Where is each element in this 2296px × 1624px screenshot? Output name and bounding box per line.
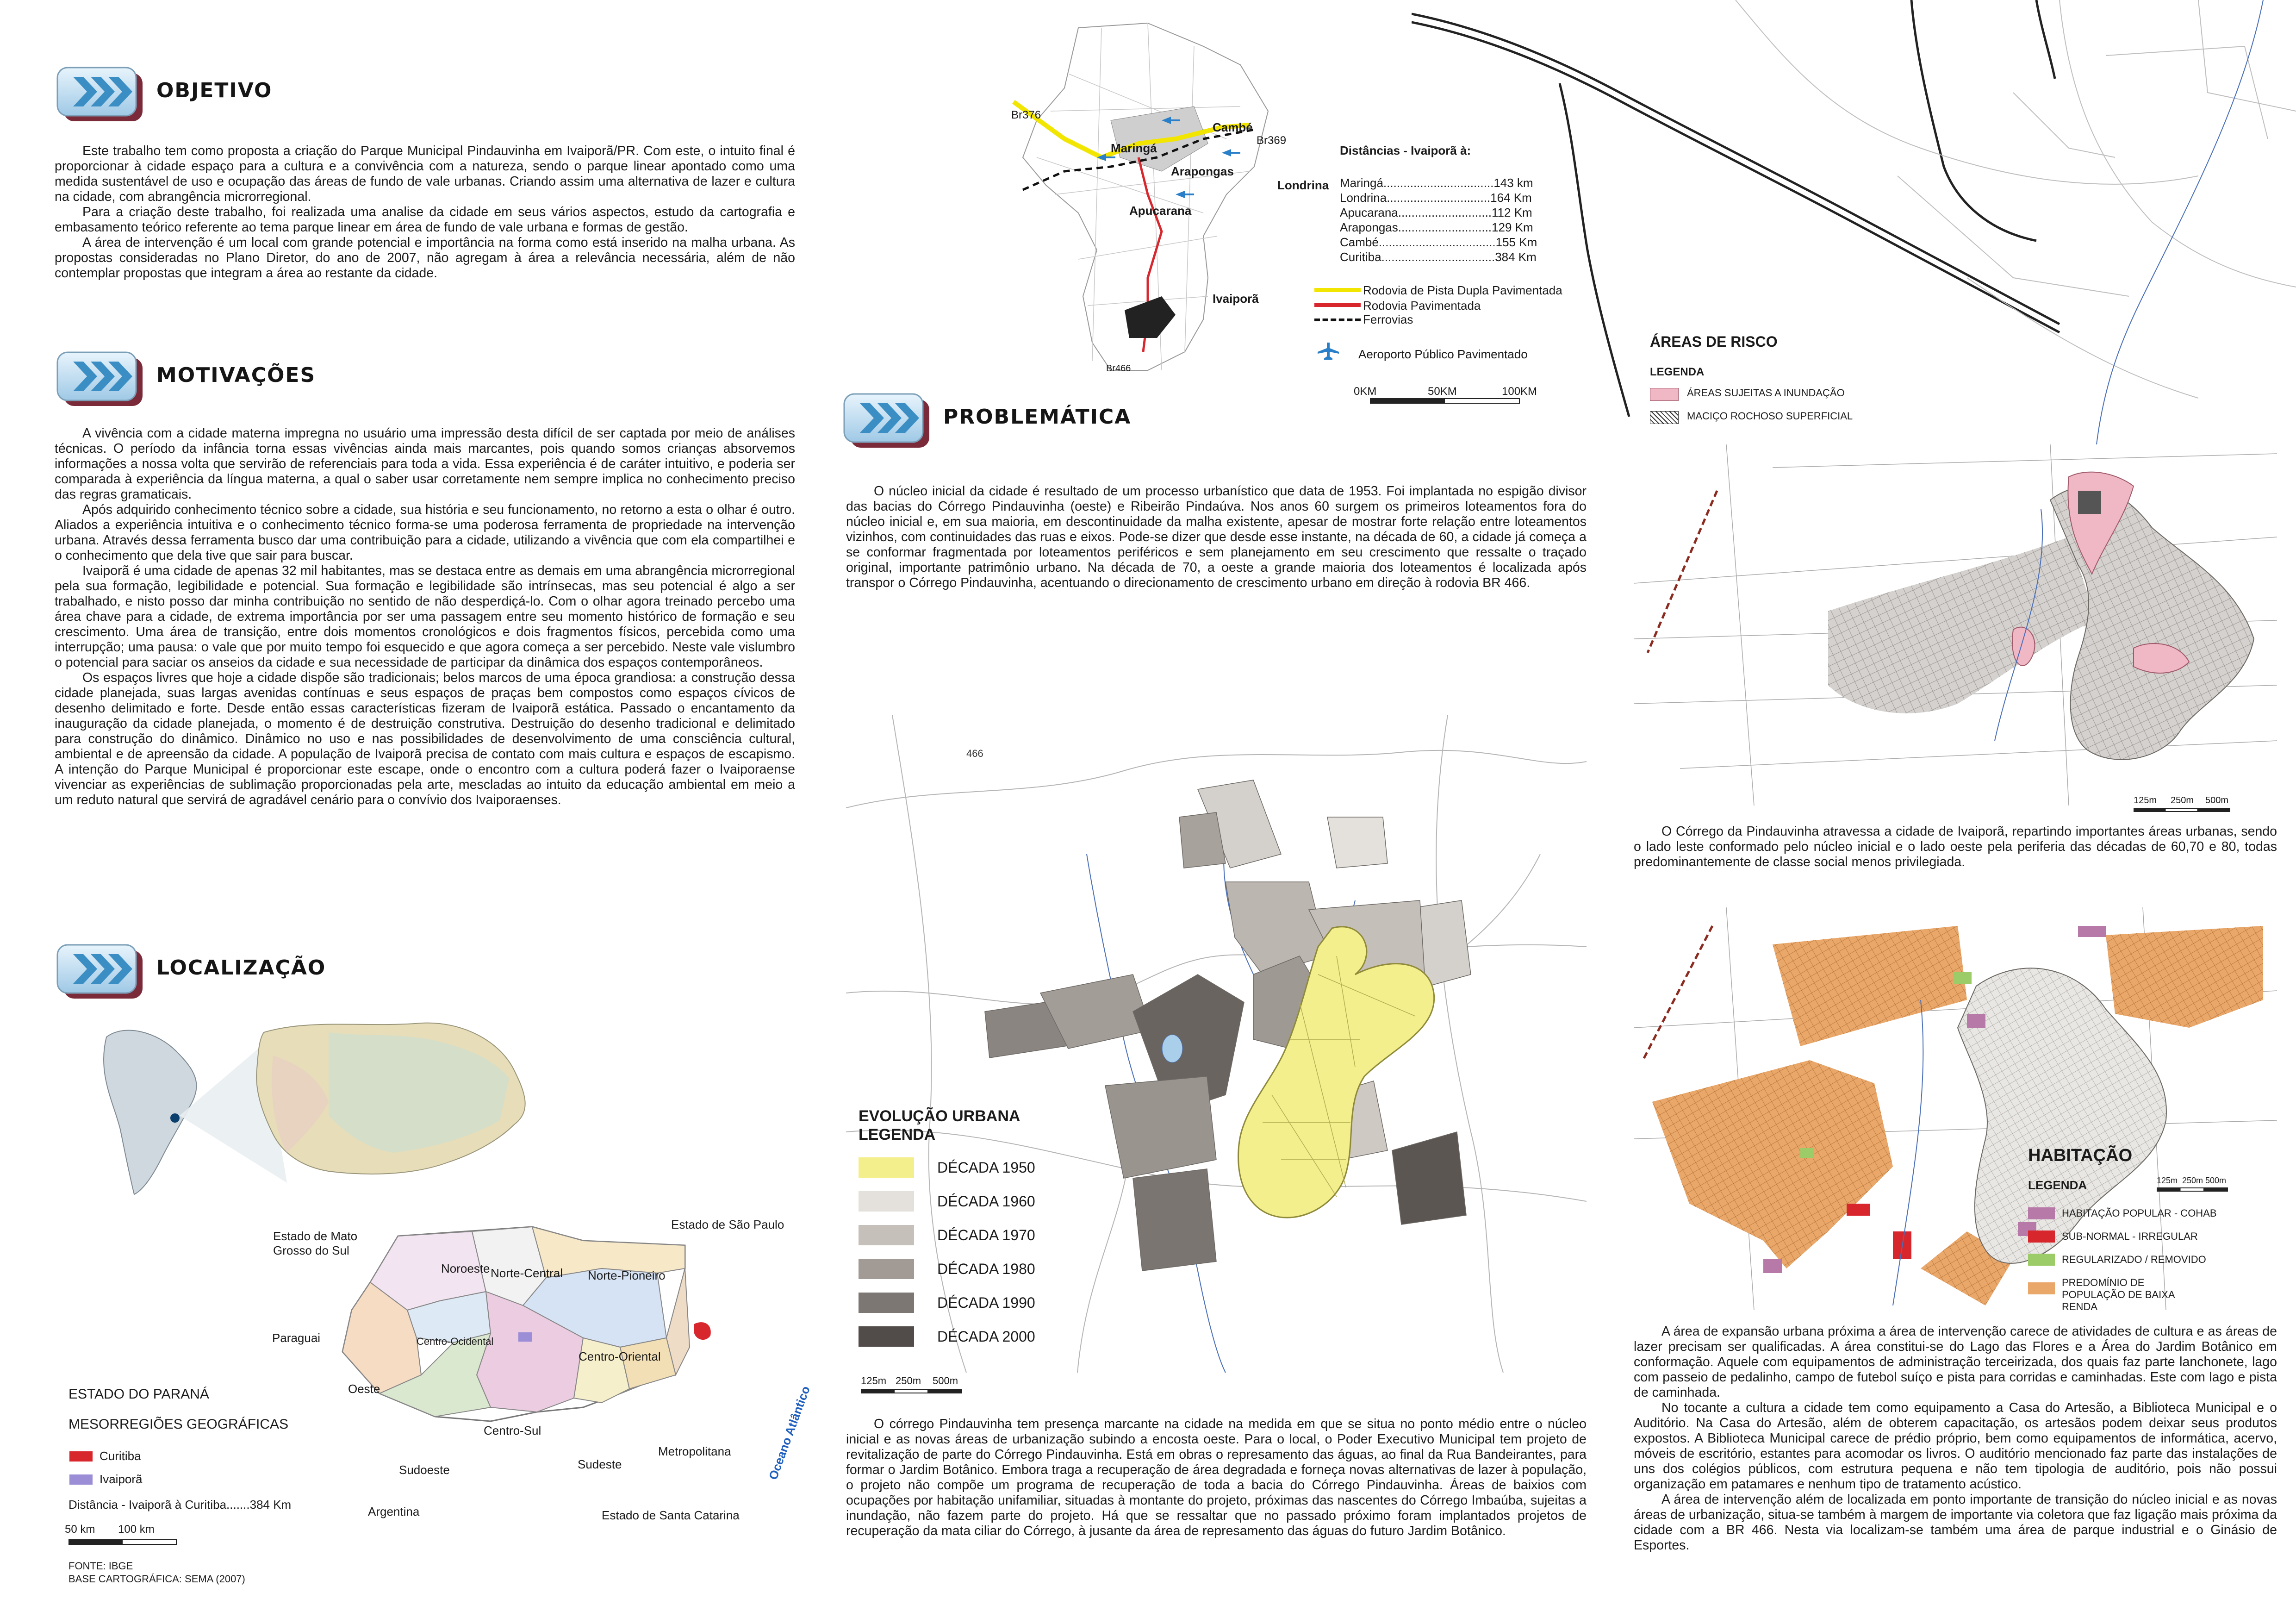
region-sudoeste: Sudoeste: [399, 1463, 450, 1477]
motivacoes-text: [55, 426, 795, 808]
city-maringa: Maringá: [1111, 141, 1157, 155]
problematica-p1: O núcleo inicial da cidade é resultado de um processo urbanístico que data de 1953. Foi implantada no espigão divisor das bacias do Córrego Pindauvinha (oeste) e Ribeirão Pindaúva. Nos anos 60 surgem os primeiros loteamentos fora do núcleo inicial e, em sua maioria, em descontinuidade da malha existente, apesar de mostrar forte relação entre loteamentos vizinhos, com continuidades das ruas e eixos. Pode-se dizer que desde esse instante, na década de 60, a cidade já começa a se conformar fragmentada por loteamentos periféricos e sem planejamento em seu crescimento que ressalte o traçado original, importante patrimônio urbano. Na década de 70, a oeste a grande maioria dos loteamentos é localizada após transpor o Córrego Pindauvinha, acentuando o direcionamento de crescimento urbano em direção à rodovia BR 466.: [846, 484, 1587, 590]
risco-text: [1634, 824, 2277, 870]
habitacao-swatch-cohab: [2028, 1207, 2055, 1219]
evolucao-legenda: LEGENDA: [859, 1126, 936, 1143]
legend-pavimentada-line: [1314, 303, 1361, 307]
risco-scale-125: 125m: [2134, 795, 2157, 806]
distance-arapongas: Arapongas............................129 Km: [1340, 220, 1533, 234]
distance-value: .......384 Km: [226, 1498, 292, 1512]
road-br376: Br376: [1011, 109, 1041, 121]
region-norte-central: Norte-Central: [491, 1266, 563, 1280]
evolucao-scale-250: 250m: [896, 1375, 921, 1387]
risco-legend-title: LEGENDA: [1650, 366, 1705, 378]
swatch-1950: [859, 1157, 914, 1178]
city-ivaipora: Ivaiporã: [1213, 292, 1259, 306]
fonte-label: FONTE: IBGE: [68, 1560, 133, 1572]
estado-parana-label: ESTADO DO PARANÁ: [68, 1387, 209, 1402]
label-sao-paulo: Estado de São Paulo: [671, 1218, 784, 1231]
risco-scale-500: 500m: [2205, 795, 2229, 806]
habitacao-title: HABITAÇÃO: [2028, 1146, 2133, 1165]
legend-dupla-label: Rodovia de Pista Dupla Pavimentada: [1363, 283, 1562, 297]
motivacoes-p2: Após adquirido conhecimento técnico sobre a cidade, sua história e seu funcionamento, no retorno a esta o olhar é outro. Aliados a experiência intuitiva e o conhecimento técnico forma-se uma poderosa ferramenta de propriedade na intervenção urbana. Através dessa ferramenta busco dar uma contribuição para a cidade, utilizando a vivência que com ela compartilhei e o conhecimento que dela tive que sair para buscar.: [55, 502, 795, 563]
distance-label: [68, 1498, 291, 1512]
scale-bar: [68, 1539, 177, 1545]
legend-ferrovia-label: Ferrovias: [1363, 312, 1413, 326]
label-2000: DÉCADA 2000: [937, 1328, 1035, 1345]
legend-dupla-line: [1314, 288, 1361, 292]
city-londrina: Londrina: [1277, 178, 1329, 192]
problematica-header: [841, 391, 1212, 451]
habitacao-label-subnormal: SUB-NORMAL - IRREGULAR: [2062, 1230, 2198, 1242]
chevron-badge-icon: [841, 391, 934, 451]
habitacao-text: [1634, 1324, 2277, 1553]
region-centro-sul: Centro-Sul: [484, 1424, 541, 1437]
evolucao-scale-125: 125m: [861, 1375, 887, 1387]
habitacao-scale-500: 500m: [2205, 1176, 2227, 1185]
objetivo-header: [55, 65, 332, 125]
regional-scale-100: 100KM: [1502, 385, 1537, 398]
problematica-p2: O córrego Pindauvinha tem presença marcante na cidade na medida em que se situa no ponto médio entre o núcleo inicial e as novas áreas de urbanização subindo a encosta oeste. Para o local, o Poder Executivo Municipal tem projeto de revitalização de parte do Córrego Pindauvinha. Está em obras o represamento das águas, ao final da Rua Bandeirantes, para formar o Jardim Botânico. Embora traga a recuperação de área degradada e forneça novas alternativas de lazer à população, o projeto não compõe um programa de recuperação de toda a bacia do Córrego Pindauvinha. Áreas de baixios com ocupações por habitação unifamiliar, situadas à montante do projeto, próximas das nascentes do Córrego Imbaúba, sujeitas a inundação, não fazem parte do projeto. Há que se ressaltar que no passado próximo foram implantados projetos de recuperação da mata ciliar do Córrego, à jusante da área de represamento das águas do futuro Jardim Botânico.: [846, 1417, 1587, 1538]
risco-title: ÁREAS DE RISCO: [1650, 333, 1778, 350]
habitacao-p2: No tocante a cultura a cidade tem como equipamento a Casa do Artesão, a Biblioteca Municipal e o Auditório. Na Casa do Artesão, além de obterem capacitação, os artesãos podem deixar seus produtos expostos. A Biblioteca Municipal carece de prédio próprio, bem como equipamentos de informática, acervo, móveis de escritório, estantes para acomodar os livros. O auditório mencionado faz parte das instalações de uns dos colégios públicos, com estrutura pequena e não tem tipologia de auditório, pois não possui organização em patamares e nenhum tipo de tratamento acústico.: [1634, 1400, 2277, 1492]
distance-text: Distância - Ivaiporã à Curitiba: [68, 1498, 227, 1512]
label-1950: DÉCADA 1950: [937, 1159, 1035, 1176]
road-br369: Br369: [1257, 134, 1287, 147]
habitacao-scale-250: 250m: [2182, 1176, 2203, 1185]
label-santa-catarina: Estado de Santa Catarina: [602, 1508, 740, 1522]
legend-ferrovia-line: [1314, 319, 1361, 321]
habitacao-p3: A área de intervenção além de localizada em ponto importante de transição do núcleo inicial e as novas áreas de urbanização, situa-se também à margem de importante via coletora que faz ligação mais próxima da cidade com a BR 466. Nesta via localizam-se também uma área de parque industrial e o Ginásio de Esportes.: [1634, 1492, 2277, 1553]
regional-scale-0: 0KM: [1354, 385, 1377, 398]
legend-aeroporto-label: Aeroporto Público Pavimentado: [1358, 347, 1528, 361]
airplane-icon: [1317, 343, 1340, 361]
problematica-title: PROBLEMÁTICA: [943, 405, 1132, 429]
evolucao-scale-bar: [861, 1389, 962, 1393]
label-1990: DÉCADA 1990: [937, 1294, 1035, 1311]
region-metropolitana: Metropolitana: [658, 1444, 731, 1458]
distance-maringa: Maringá.................................143 km: [1340, 176, 1533, 190]
risco-scale-250: 250m: [2171, 795, 2194, 806]
habitacao-scale-125: 125m: [2157, 1176, 2178, 1185]
road-br466: Br466: [1106, 363, 1131, 374]
svg-text:466: 466: [966, 748, 983, 759]
chevron-badge-icon: [55, 350, 147, 410]
distances-title: Distâncias - Ivaiporã à:: [1340, 144, 1471, 157]
habitacao-swatch-regularizado: [2028, 1254, 2055, 1266]
risco-label-macico: MACIÇO ROCHOSO SUPERFICIAL: [1687, 410, 1853, 422]
base-label: BASE CARTOGRÁFICA: SEMA (2007): [68, 1573, 245, 1585]
risco-paragraph: O Córrego da Pindauvinha atravessa a cidade de Ivaiporã, repartindo importantes áreas urbanas, sendo o lado leste conformado pelo núcleo inicial e o lado oeste pela periferia das décadas de 60,70 e 80, todas predominantemente de classe social menos privilegiada.: [1634, 824, 2277, 869]
city-cambe: Cambé: [1213, 120, 1253, 134]
evolucao-scale-500: 500m: [933, 1375, 958, 1387]
distance-apucarana: Apucarana............................112 Km: [1340, 206, 1532, 219]
risco-scale-bar: [2134, 808, 2230, 812]
chevron-badge-icon: [55, 942, 147, 1002]
chevron-badge-icon: [55, 65, 147, 125]
region-centro-ocidental: Centro-Ocidental: [417, 1336, 494, 1347]
city-arapongas: Arapongas: [1171, 164, 1234, 178]
risco-swatch-macico: [1650, 411, 1679, 424]
habitacao-map: [1634, 907, 2277, 1310]
swatch-1960: [859, 1191, 914, 1212]
motivacoes-header: [55, 350, 379, 410]
region-centro-oriental: Centro-Oriental: [579, 1349, 661, 1363]
road-overview-map: [1412, 0, 2296, 444]
scale-100: 100 km: [118, 1523, 155, 1536]
distance-londrina: Londrina...............................164 Km: [1340, 191, 1532, 205]
habitacao-swatch-baixa-renda: [2028, 1282, 2055, 1294]
legend-ivaipora-swatch: [69, 1474, 93, 1485]
swatch-1990: [859, 1293, 914, 1313]
areas-risco-map: [1634, 444, 2277, 806]
habitacao-p1: A área de expansão urbana próxima a área de intervenção carece de atividades de cultura e as áreas de lazer precisam ser qualificadas. A área constitui-se do Lago das Flores e a Área do Jardim Botânico em conformação. Aquele com equipamentos de administração terceirizada, dos quais faz parte lanchonete, lago com passeio de pedalinho, campo de futebol suíço e pista para corridas e caminhadas. Este com lago e pista de caminhada.: [1634, 1324, 2277, 1400]
legend-curitiba-swatch: [69, 1451, 93, 1462]
objetivo-title: OBJETIVO: [156, 79, 273, 102]
region-oeste: Oeste: [348, 1382, 380, 1396]
risco-swatch-inundacao: [1650, 388, 1679, 401]
regional-map: [1009, 19, 1296, 380]
swatch-1980: [859, 1259, 914, 1279]
parana-mesoregions-map: [324, 1199, 819, 1523]
legend-pavimentada-label: Rodovia Pavimentada: [1363, 299, 1481, 312]
label-1980: DÉCADA 1980: [937, 1261, 1035, 1277]
label-paraguai: Paraguai: [272, 1331, 321, 1345]
habitacao-legend-title: LEGENDA: [2028, 1178, 2087, 1192]
swatch-1970: [859, 1225, 914, 1245]
objetivo-text: [55, 144, 795, 281]
swatch-2000: [859, 1326, 914, 1347]
distance-cambe: Cambé...................................155 Km: [1340, 235, 1537, 249]
habitacao-label-regularizado: REGULARIZADO / REMOVIDO: [2062, 1254, 2206, 1265]
habitacao-scale-bar: [2157, 1187, 2228, 1192]
label-argentina: Argentina: [368, 1505, 420, 1518]
legend-curitiba-label: Curitiba: [100, 1449, 141, 1463]
objetivo-p1: Este trabalho tem como proposta a criação do Parque Municipal Pindauvinha em Ivaiporã/PR. Com este, o intuito final é proporcionar à cidade espaço para a cultura e a convivência com a natureza, sendo o parque linear apontado como uma medida sustentável de uso e ocupação das áreas de fundo de vale urbanas. Criando assim uma alternativa de lazer e cultura na cidade, com abrangência microrregional.: [55, 144, 795, 204]
motivacoes-p3: Ivaiporã é uma cidade de apenas 32 mil habitantes, mas se destaca entre as demais em uma abrangência microrregional pela sua formação, legibilidade e potencial. Sua formação e legibilidade são intrínsecas, mas seu potencial é algo a ser trabalhado, e nisto posso dar minha contribuição no sentido de não desperdiçá-lo. Com o olhar agora treinado percebo uma área chave para a cidade, de extrema importância por ser uma passagem entre seu momento histórico de formação e seu crescimento. Uma área de transição, entre dois momentos cronológicos e dois fragmentos físicos, percebida como uma interrupção; uma pausa: o vale que por muito tempo foi esquecido e que agora começa a ser percebido. Neste vale vislumbro o potencial para saciar os anseios da cidade e sua necessidade de participar da dinâmica dos espaços contemporâneos.: [55, 563, 795, 670]
city-apucarana: Apucarana: [1129, 204, 1192, 218]
motivacoes-p4: Os espaços livres que hoje a cidade dispõe são tradicionais; belos marcos de uma época grandiosa: a construção dessa cidade planejada, suas largas avenidas contínuas e seus espaços de praças bem compostos como espaços cívicos de desenho delimitado e forte. Desde então essas características fizeram de Ivaiporã estática. Passado o encantamento da inauguração da cidade planejada, o momento é de destruição construtiva. Destruição do desenho tradicional e delimitado para construção do dinâmico. Dinâmico no uso e nas possibilidades de desenvolvimento de uma consciência cultural, ambiental e de apreensão da cidade. A população de Ivaiporã precisa de contato com mais cultura e espaços de escapismo. A intenção do Parque Municipal é proporcionar este escape, onde o encontro com a cultura poderá fazer o Ivaiporaense vivenciar as experiências de sublimação proporcionadas pela arte, mescladas ao intuito da educação ambiental em meio a um reduto natural que servirá de agradável cenário para o convívio dos Ivaiporaenses.: [55, 670, 795, 807]
distance-curitiba: Curitiba..................................384 Km: [1340, 250, 1537, 264]
regional-scale-50: 50KM: [1428, 385, 1457, 398]
risco-label-inundacao: ÁREAS SUJEITAS A INUNDAÇÃO: [1687, 387, 1845, 399]
problematica-text-1: [846, 484, 1587, 591]
mesorregioes-label: MESORREGIÕES GEOGRÁFICAS: [68, 1417, 289, 1432]
habitacao-label-baixa-renda: PREDOMÍNIO DE POPULAÇÃO DE BAIXA RENDA: [2062, 1277, 2175, 1312]
label-1970: DÉCADA 1970: [937, 1227, 1035, 1243]
region-sudeste: Sudeste: [578, 1457, 622, 1471]
south-america-inset-map: [69, 1000, 560, 1199]
scale-50: 50 km: [65, 1523, 95, 1536]
label-mato-grosso: Estado de Mato Grosso do Sul: [273, 1229, 358, 1257]
localizacao-header: [55, 942, 379, 1002]
localizacao-title: LOCALIZAÇÃO: [156, 956, 326, 980]
problematica-text-2: [846, 1417, 1587, 1539]
region-norte-pioneiro: Norte-Pioneiro: [588, 1268, 666, 1282]
legend-ivaipora-label: Ivaiporã: [100, 1472, 143, 1486]
objetivo-p3: A área de intervenção é um local com grande potencial e importância na forma como está inserido na malha urbana. As propostas consideradas no Plano Diretor, do ano de 2007, não agregam à área a relevância necessária, além de não contemplar propostas que integram a área ao restante da cidade.: [55, 235, 795, 281]
habitacao-swatch-subnormal: [2028, 1230, 2055, 1243]
region-noroeste: Noroeste: [441, 1262, 490, 1275]
habitacao-label-cohab: HABITAÇÃO POPULAR - COHAB: [2062, 1207, 2217, 1219]
label-1960: DÉCADA 1960: [937, 1193, 1035, 1210]
evolucao-title: EVOLUÇÃO URBANA: [859, 1107, 1020, 1125]
motivacoes-p1: A vivência com a cidade materna impregna no usuário uma impressão desta difícil de ser captada por meio de análises técnicas. O período da infância torna essas vivências ainda mais marcantes, pois quando somos crianças absorvemos informações a nossa volta que servirão de referenciais para toda a vida. Essa experiência é de caráter intuitivo, e poderia ser comparada à experiência da língua materna, a qual o saber usar corretamente nem sempre implica no conhecimento preciso das regras gramaticais.: [55, 426, 795, 502]
motivacoes-title: MOTIVAÇÕES: [156, 363, 316, 387]
objetivo-p2: Para a criação deste trabalho, foi realizada uma analise da cidade em seus vários aspectos, estudo da cartografia e embasamento teórico referente ao tema parque linear em área de fundo de vale urbana e formas de gestão.: [55, 205, 795, 235]
label-oceano: Oceano Atlântico: [766, 1384, 813, 1482]
